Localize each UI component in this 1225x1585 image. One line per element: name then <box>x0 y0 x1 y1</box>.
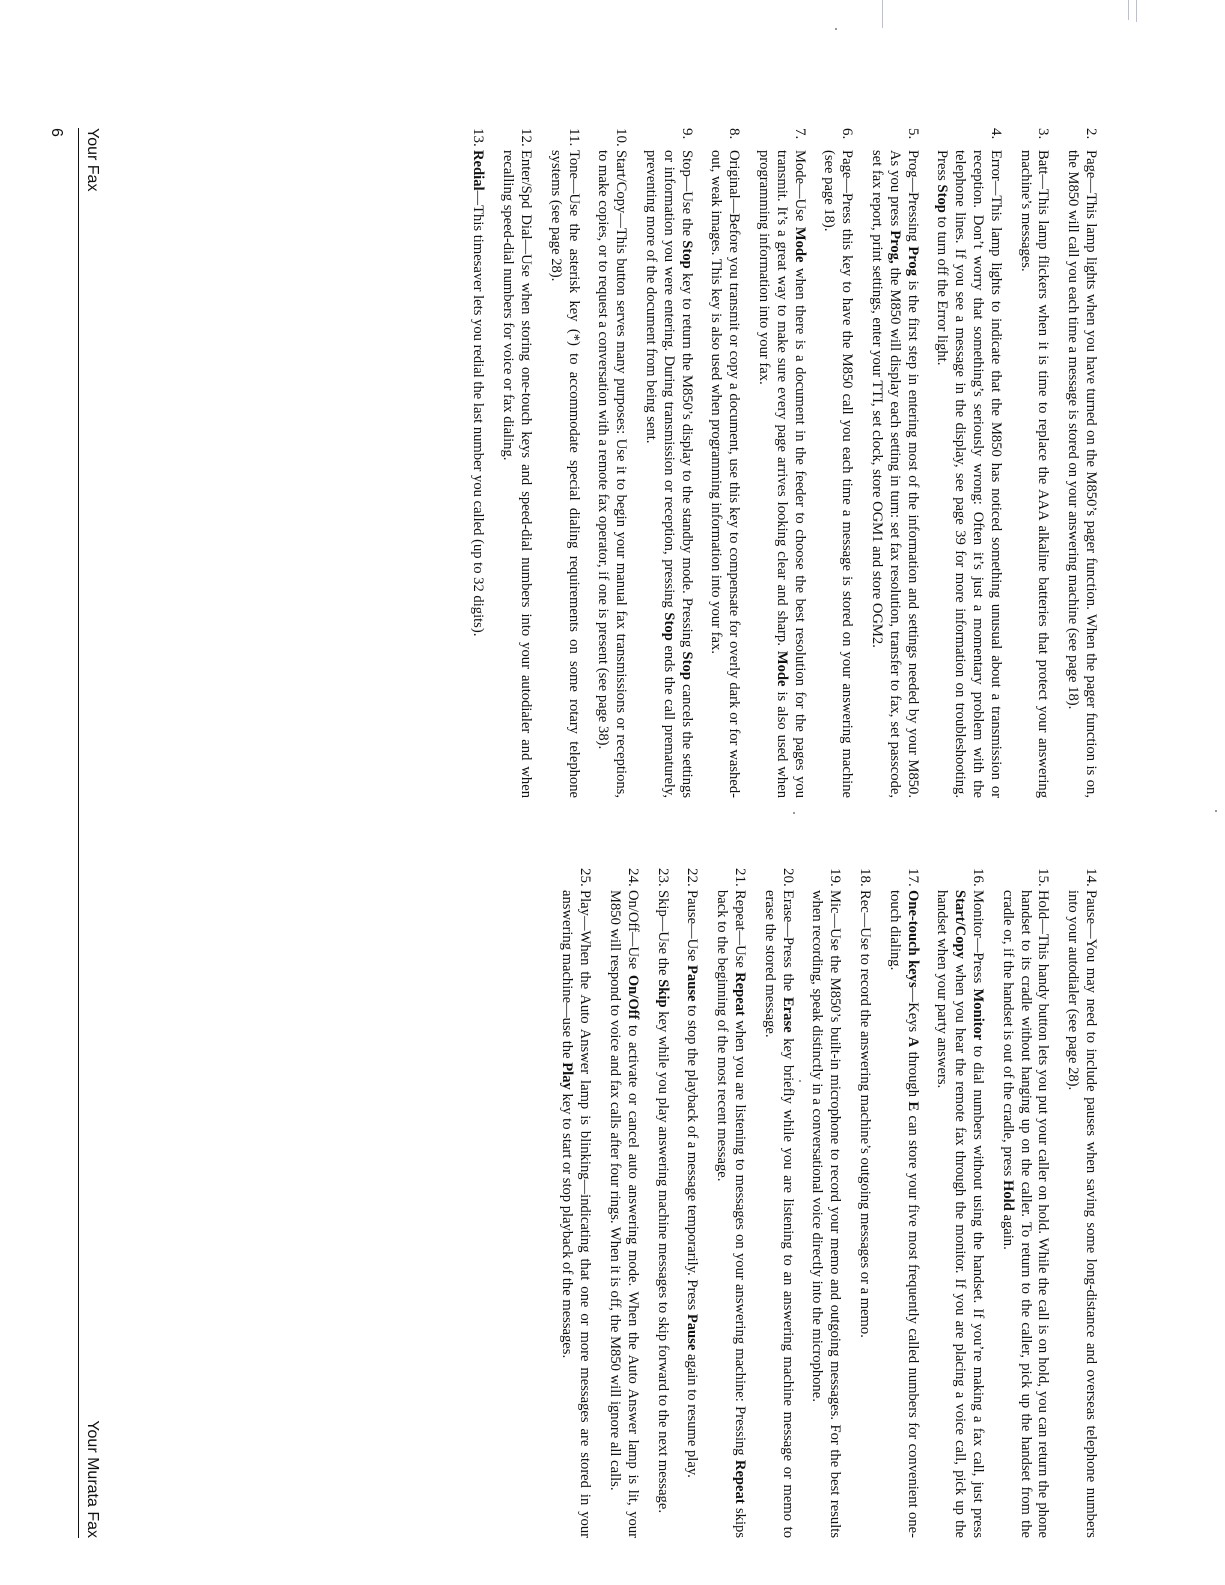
item-text <box>594 150 630 798</box>
bold-term: A <box>904 1036 921 1048</box>
item-text <box>1063 890 1099 1538</box>
item-number: 4. <box>987 128 1004 140</box>
text-run: Pause—You may need to include pauses when saving some long-distance and overseas telephone numbers into your autodialer (see page 28). <box>1065 890 1099 1538</box>
bold-term: Stop <box>678 240 695 269</box>
header-rule <box>78 128 79 1538</box>
text-run: can store your five most frequently called numbers for convenient one-touch dialing. <box>886 890 921 1538</box>
item-text <box>469 150 487 798</box>
text-run: again to resume play. <box>684 1350 701 1478</box>
text-run: Skip—Use the <box>654 890 671 980</box>
bold-term: Pause <box>684 1313 701 1351</box>
list-item <box>683 868 701 1538</box>
item-text <box>683 890 701 1538</box>
list-item <box>653 868 671 1538</box>
text-run: key while you play answering machine messages to skip forward to the next message. <box>654 1007 671 1513</box>
list-item <box>498 128 534 798</box>
list-item <box>1063 868 1099 1538</box>
text-run: —This timesaver lets you redial the last number you called (up to 32 digits). <box>470 190 487 637</box>
bold-term: Prog <box>904 246 921 276</box>
text-run: Erase—Press the <box>779 890 796 997</box>
list-item <box>754 128 807 798</box>
item-number: 16. <box>970 868 987 887</box>
item-number: 21. <box>732 868 749 887</box>
bold-term: Repeat <box>732 1459 749 1504</box>
text-run: through <box>904 1047 921 1102</box>
list-item <box>855 868 873 1538</box>
bold-term: Stop <box>660 612 677 641</box>
text-run: Pause—Use <box>684 890 701 965</box>
item-number: 22. <box>684 868 701 887</box>
item-text <box>712 890 748 1538</box>
text-run: the M850 will display each setting in turn: set fax resolution, transfer to fax, set passcode, set fax report, print settings, enter your TTI, set clock, store OGM1 and store OGM2. <box>869 150 903 798</box>
item-number: 8. <box>726 128 743 140</box>
list-item <box>933 868 986 1538</box>
bold-term: E <box>904 1101 921 1112</box>
list-item <box>820 128 856 798</box>
bold-term: One-touch keys <box>904 890 921 988</box>
list-item <box>1016 128 1052 798</box>
text-run: Tone—Use the asterisk key (*) to accommodate special dialing requirements on some rotary telephone systems (see page 28). <box>547 150 582 798</box>
text-run: On/Off—Use <box>624 890 641 975</box>
item-number: 15. <box>1035 868 1052 887</box>
text-run: key to return the M850’s display to the standby mode. Pressing <box>678 268 695 652</box>
item-number: 7. <box>791 128 808 140</box>
item-text <box>498 150 534 798</box>
item-text <box>933 150 1004 798</box>
item-text <box>605 890 641 1538</box>
text-run: Mode—Use <box>791 150 808 227</box>
item-number: 25. <box>577 868 594 887</box>
page-number: 6 <box>48 128 65 137</box>
text-run: is also used when programming information into your fax. <box>756 150 790 798</box>
text-run: when there is a document in the feeder to choose the best resolution for the pages you transmit. It’s a great way to make sure every page arrives looking clear and sharp. <box>773 150 808 798</box>
text-run: to activate or cancel auto answering mode. When the Auto Answer lamp is lit, your M850 will respond to voice and fax calls after four rings. When it is off, the M850 will ignore all calls. <box>607 890 641 1538</box>
bold-term: Mode <box>791 226 808 263</box>
item-number: 5. <box>904 128 921 140</box>
item-text <box>558 890 594 1538</box>
list-item <box>885 868 921 1538</box>
text-run: Repeat—Use <box>732 890 749 973</box>
item-number: 11. <box>565 128 582 147</box>
item-text <box>808 890 844 1538</box>
text-run: to dial numbers without using the handset. If you’re making a fax call, just press <box>970 1040 987 1538</box>
list-item <box>933 128 1004 798</box>
scan-speck <box>835 28 837 30</box>
bold-term: Erase <box>779 996 796 1033</box>
list-item <box>712 868 748 1538</box>
text-run: when you hear the remote fax through the monitor. If you are placing a voice call, pick up the handset when your party answers. <box>934 890 969 1538</box>
item-text <box>653 890 671 1538</box>
item-number: 14. <box>1083 868 1099 887</box>
bold-term: Monitor <box>970 988 987 1041</box>
bold-term: Skip <box>654 979 671 1008</box>
text-run: Batt—This lamp flickers when it is time to replace the AAA alkaline batteries that protect your answering machine’s messages. <box>1017 150 1052 798</box>
list-item <box>594 128 630 798</box>
bold-term: Stop <box>934 184 951 213</box>
bold-term: Pause <box>684 965 701 1002</box>
list-item <box>469 128 487 798</box>
scan-line <box>1128 0 1129 20</box>
text-run: cancels the settings or information you were entering. During transmission or reception, pressing <box>660 150 695 799</box>
text-run: Rec—Use to record the answering machine’s outgoing messages or a memo. <box>857 890 874 1338</box>
bold-term: Start/Copy <box>952 890 969 959</box>
item-text <box>820 150 856 798</box>
item-text <box>1063 150 1099 798</box>
bold-term: Repeat <box>732 972 749 1016</box>
list-item <box>808 868 844 1538</box>
text-run: again. <box>999 1210 1016 1250</box>
item-text <box>760 890 796 1538</box>
list-item <box>558 868 594 1538</box>
scan-line <box>1136 0 1137 22</box>
item-number: 24. <box>624 868 641 887</box>
text-run: —Keys <box>904 987 921 1037</box>
text-run: Stop—Use the <box>678 150 695 241</box>
bold-term: Play <box>559 1062 576 1090</box>
item-number: 19. <box>827 868 844 887</box>
list-item <box>760 868 796 1538</box>
list-item <box>641 128 694 798</box>
bold-term: Hold <box>999 1179 1016 1211</box>
text-run: Error—This lamp lights to indicate that the M850 has noticed something unusual about a transmission or reception. Don’t worry that something’s seriously wrong: Often it’s just a momentary problem with the telephone lines. If you see a message in the display, see page 39 for more information on troubleshooting. Press <box>934 150 1004 798</box>
item-number: 18. <box>857 868 874 887</box>
list-item <box>707 128 743 798</box>
text-run: Monitor—Press <box>970 890 987 989</box>
text-run: Enter/Spd Dial—Use when storing one-touch keys and speed-dial numbers into your autodialer and when recalling speed-dial numbers for voice or fax dialing. <box>500 150 535 798</box>
item-number: 6. <box>839 128 856 140</box>
text-run: key briefly while you are listening to an answering machine message or memo to erase the stored message. <box>761 890 796 1538</box>
item-text <box>546 150 582 798</box>
item-number: 13. <box>470 128 487 147</box>
bold-term: On/Off <box>624 974 641 1020</box>
list-item <box>998 868 1051 1538</box>
bold-term: Mode <box>773 650 790 687</box>
left-column <box>457 128 1099 798</box>
item-number: 20. <box>779 868 796 887</box>
scan-speck <box>1215 810 1217 812</box>
item-text <box>933 890 986 1538</box>
item-number: 9. <box>678 128 695 140</box>
item-text <box>998 890 1051 1538</box>
text-run: key to start or stop playback of the messages. <box>559 1089 576 1359</box>
right-column <box>546 868 1099 1538</box>
item-text <box>754 150 807 798</box>
item-number: 10. <box>613 128 630 147</box>
item-number: 12. <box>518 128 535 147</box>
item-number: 17. <box>904 868 921 887</box>
text-run: Page—This lamp lights when you have turned on the M850’s pager function. When the pager function is on, the M850 will call you each time a message is stored on your answering machine (see page 18). <box>1065 150 1099 798</box>
list-item <box>867 128 920 798</box>
item-text <box>885 890 921 1538</box>
text-run: is the first step in entering most of the information and settings needed by your M850. As you press <box>886 150 921 798</box>
item-text <box>867 150 920 798</box>
item-text <box>707 150 743 798</box>
item-text <box>855 890 873 1538</box>
text-run: Start/Copy—This button serves many purposes: Use it to begin your manual fax transmissions or receptions, to make copies, or to request a conversation with a remote fax operator, if one is present (see page 38). <box>595 150 630 798</box>
scan-speck <box>799 1080 801 1082</box>
text-run: to stop the playback of a message temporarily. Press <box>684 1001 701 1314</box>
list-item <box>605 868 641 1538</box>
text-run: ends the call prematurely, preventing more of the document from being sent. <box>643 150 677 798</box>
text-run: Prog—Pressing <box>904 150 921 247</box>
text-run: to turn off the Error light. <box>934 212 951 366</box>
header-right: Your Murata Fax <box>84 1420 101 1538</box>
text-run: Original—Before you transmit or copy a document, use this key to compensate for overly dark or for washed-out, weak images. This key is also used when programming information into your fax. <box>708 150 743 798</box>
item-number: 2. <box>1083 128 1099 140</box>
list-item <box>1063 128 1099 798</box>
list-item <box>546 128 582 798</box>
scan-speck <box>793 812 795 814</box>
text-run: Mic—Use the M850’s built-in microphone to record your memo and outgoing messages. For the best results when recording, speak distinctly in a conversational voice directly into the microphone. <box>809 890 844 1538</box>
text-run: skips back to the beginning of the most recent message. <box>714 890 749 1539</box>
bold-term: Prog, <box>886 230 903 264</box>
bold-term: Stop <box>678 651 695 680</box>
text-run: Play—When the Auto Answer lamp is blinking—indicating that one or more messages are stored in your answering machine—use the <box>559 890 594 1538</box>
scan-line <box>882 0 883 28</box>
bold-term: Redial <box>470 150 487 191</box>
text-run: Page—Press this key to have the M850 call you each time a message is stored on your answering machine (see page 18). <box>821 150 856 798</box>
item-text <box>641 150 694 798</box>
text-run: when you are listening to messages on your answering machine: Pressing <box>732 1015 749 1460</box>
item-number: 23. <box>654 868 671 887</box>
item-text <box>1016 150 1052 798</box>
header-left: Your Fax <box>84 128 101 192</box>
text-run: Hold—This handy button lets you put your caller on hold. While the call is on hold, you can return the phone handset to its cradle without hanging up on the caller. To return to the caller, pick up the handset from the cradle or, if the handset is out of the cradle, press <box>999 890 1052 1538</box>
item-number: 3. <box>1035 128 1052 140</box>
